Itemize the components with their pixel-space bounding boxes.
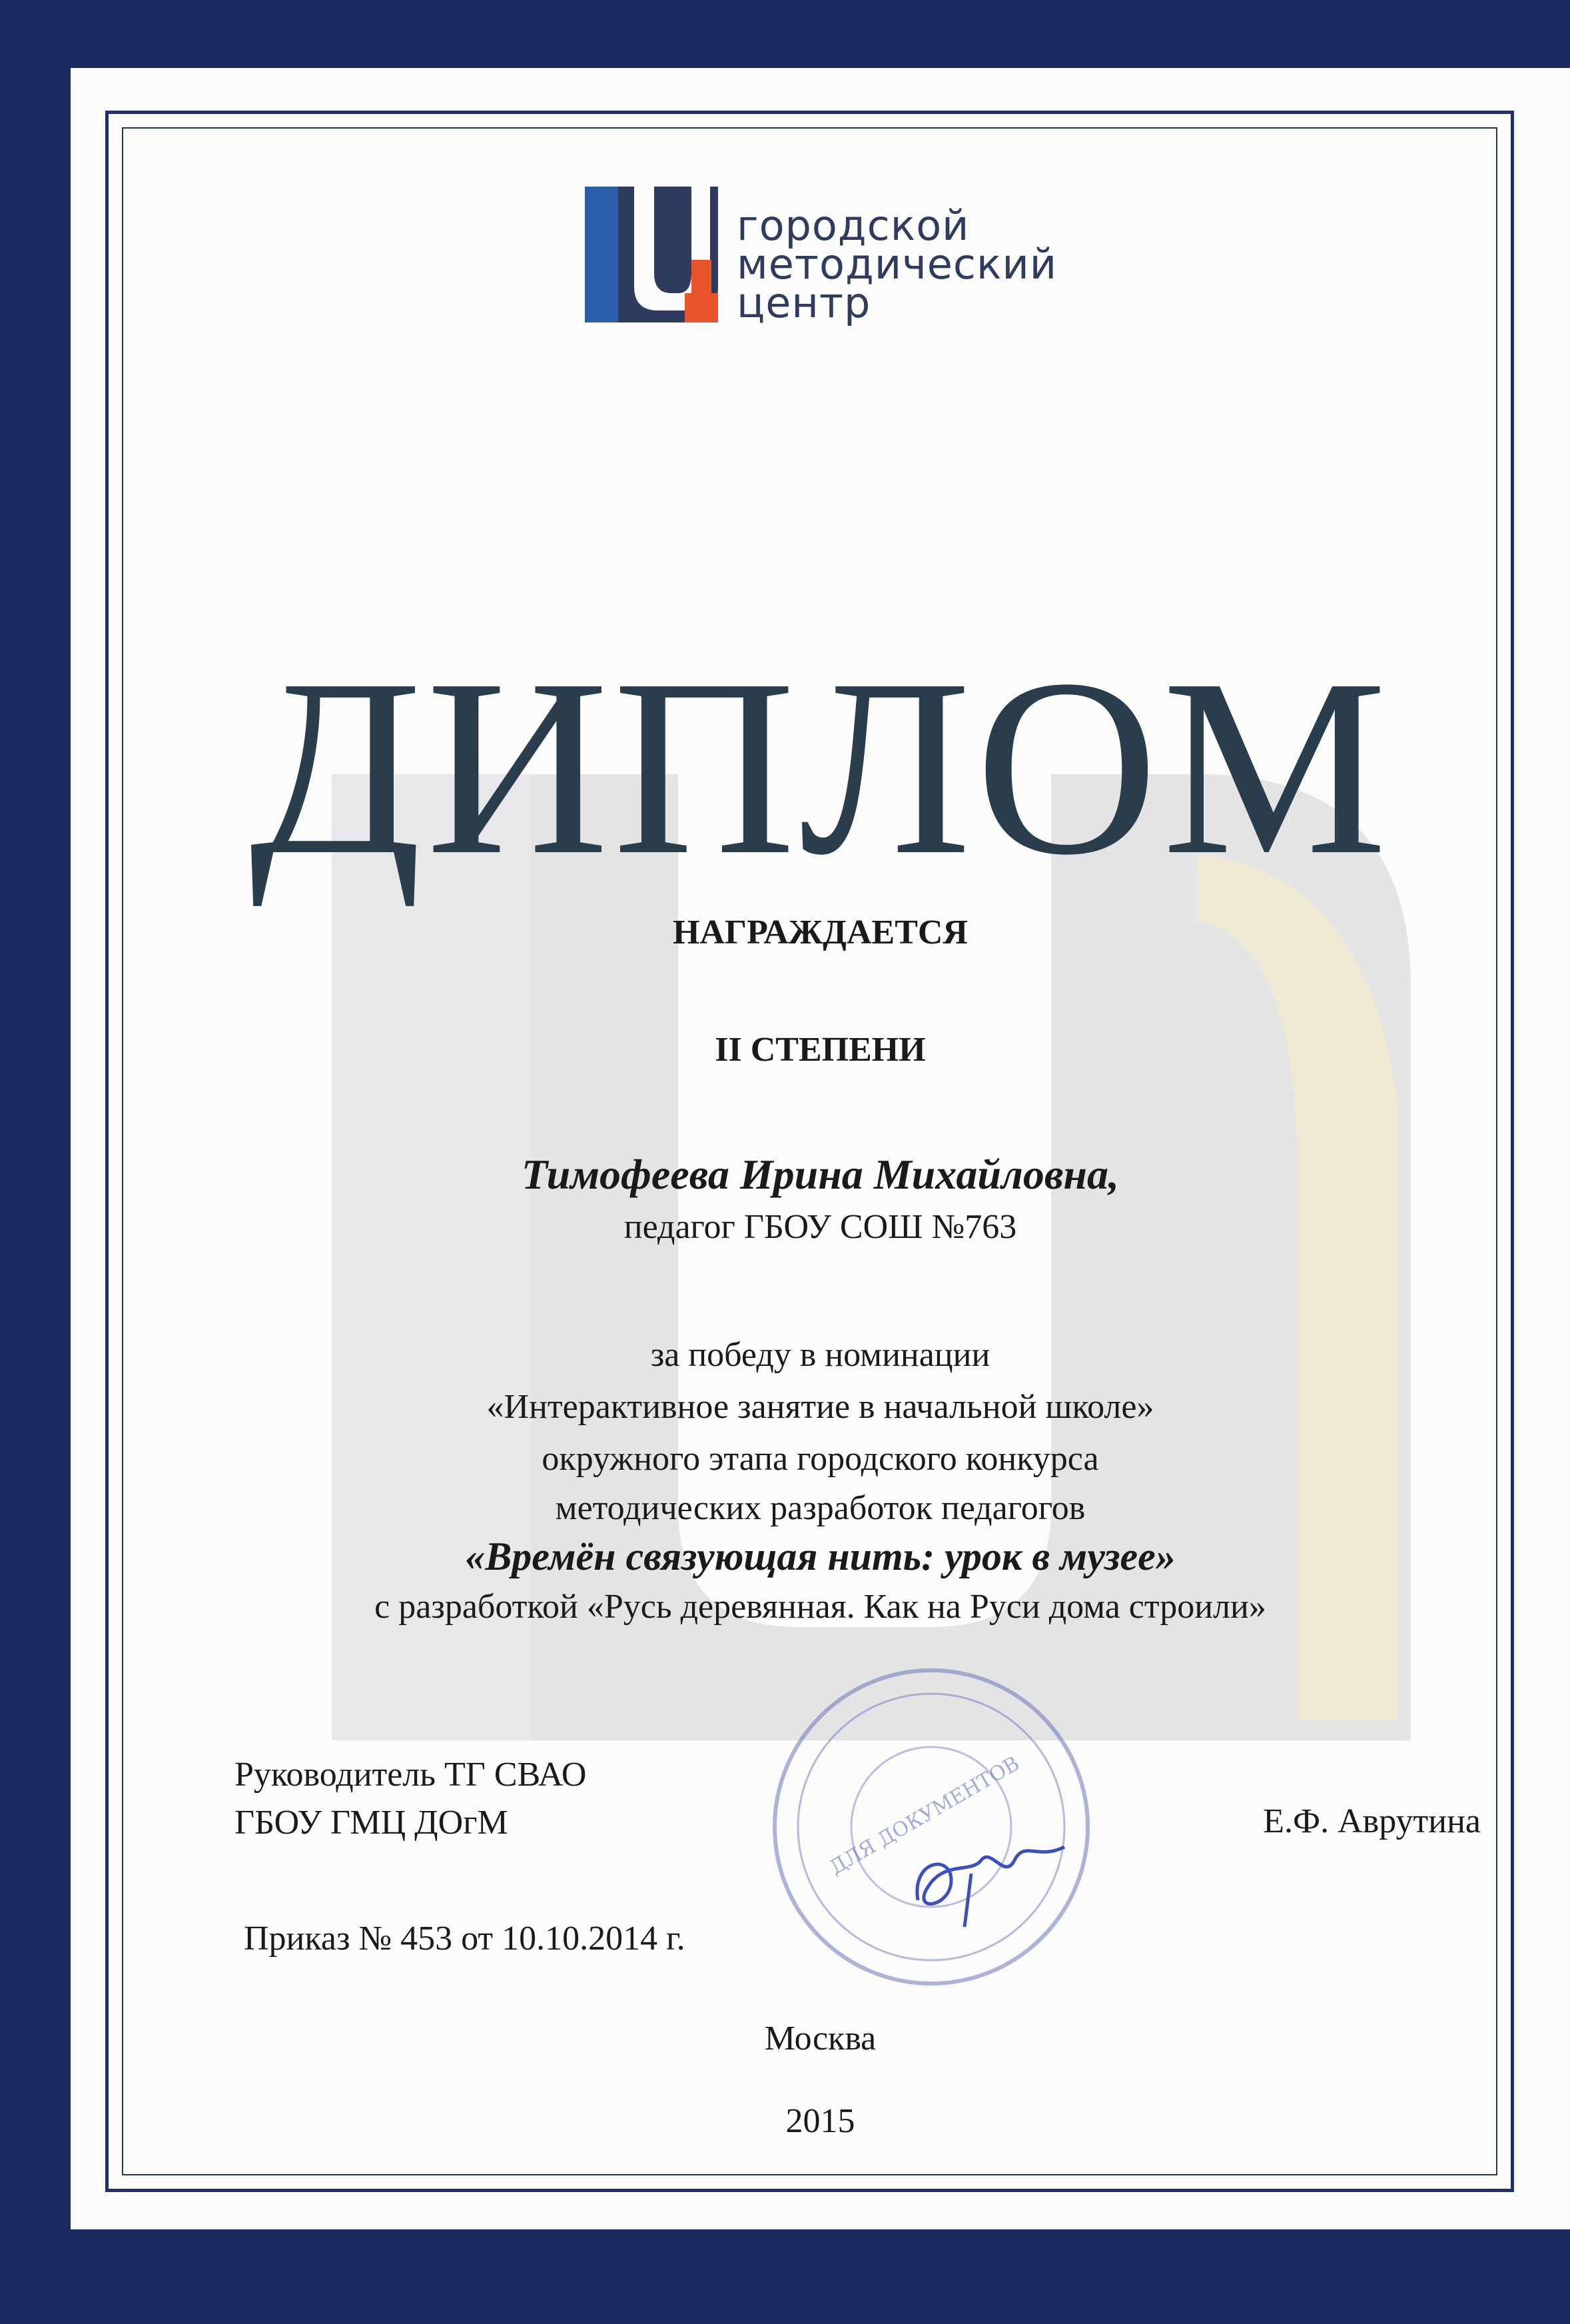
- awarded-heading: НАГРАЖДАЕТСЯ: [673, 913, 968, 951]
- year: 2015: [785, 2102, 855, 2140]
- logo-line-2: методический: [737, 240, 1058, 289]
- degree-heading: II СТЕПЕНИ: [715, 1031, 926, 1069]
- role-line-2: ГБОУ ГМЦ ДОгМ: [234, 1804, 508, 1842]
- gmc-logo-text: [737, 201, 1058, 327]
- recipient-position: педагог ГБОУ СОШ №763: [623, 1208, 1017, 1246]
- gmc-logo-icon: [585, 187, 718, 322]
- body-line-5: с разработкой «Русь деревянная. Как на Руси дома строили»: [374, 1588, 1266, 1626]
- official-stamp: [751, 1660, 1111, 1994]
- diploma-sheet: [71, 68, 1570, 2229]
- city: Москва: [764, 2020, 877, 2057]
- body-line-1: за победу в номинации: [650, 1336, 990, 1374]
- diploma-title: ДИПЛОМ: [249, 627, 1391, 907]
- recipient-name: Тимофеева Ирина Михайловна,: [522, 1151, 1119, 1198]
- gmc-logo: [585, 187, 1131, 346]
- logo-line-3: центр: [737, 279, 871, 327]
- role-line-1: Руководитель ТГ СВАО: [234, 1756, 587, 1794]
- signatory-role: [234, 1751, 586, 1847]
- order-reference: Приказ № 453 от 10.10.2014 г.: [244, 1920, 685, 1958]
- body-line-3: окружного этапа городского конкурса: [542, 1440, 1099, 1478]
- handwritten-signature: [917, 1847, 1064, 1904]
- signer-name: Е.Ф. Аврутина: [1263, 1802, 1481, 1840]
- logo-line-1: городской: [737, 201, 970, 250]
- body-line-2: «Интерактивное занятие в начальной школе»: [486, 1388, 1154, 1426]
- contest-name: «Времён связующая нить: урок в музее»: [465, 1534, 1176, 1578]
- body-line-4: методических разработок педагогов: [555, 1489, 1086, 1527]
- stamp-text: ДЛЯ ДОКУМЕНТОВ: [825, 1752, 1024, 1880]
